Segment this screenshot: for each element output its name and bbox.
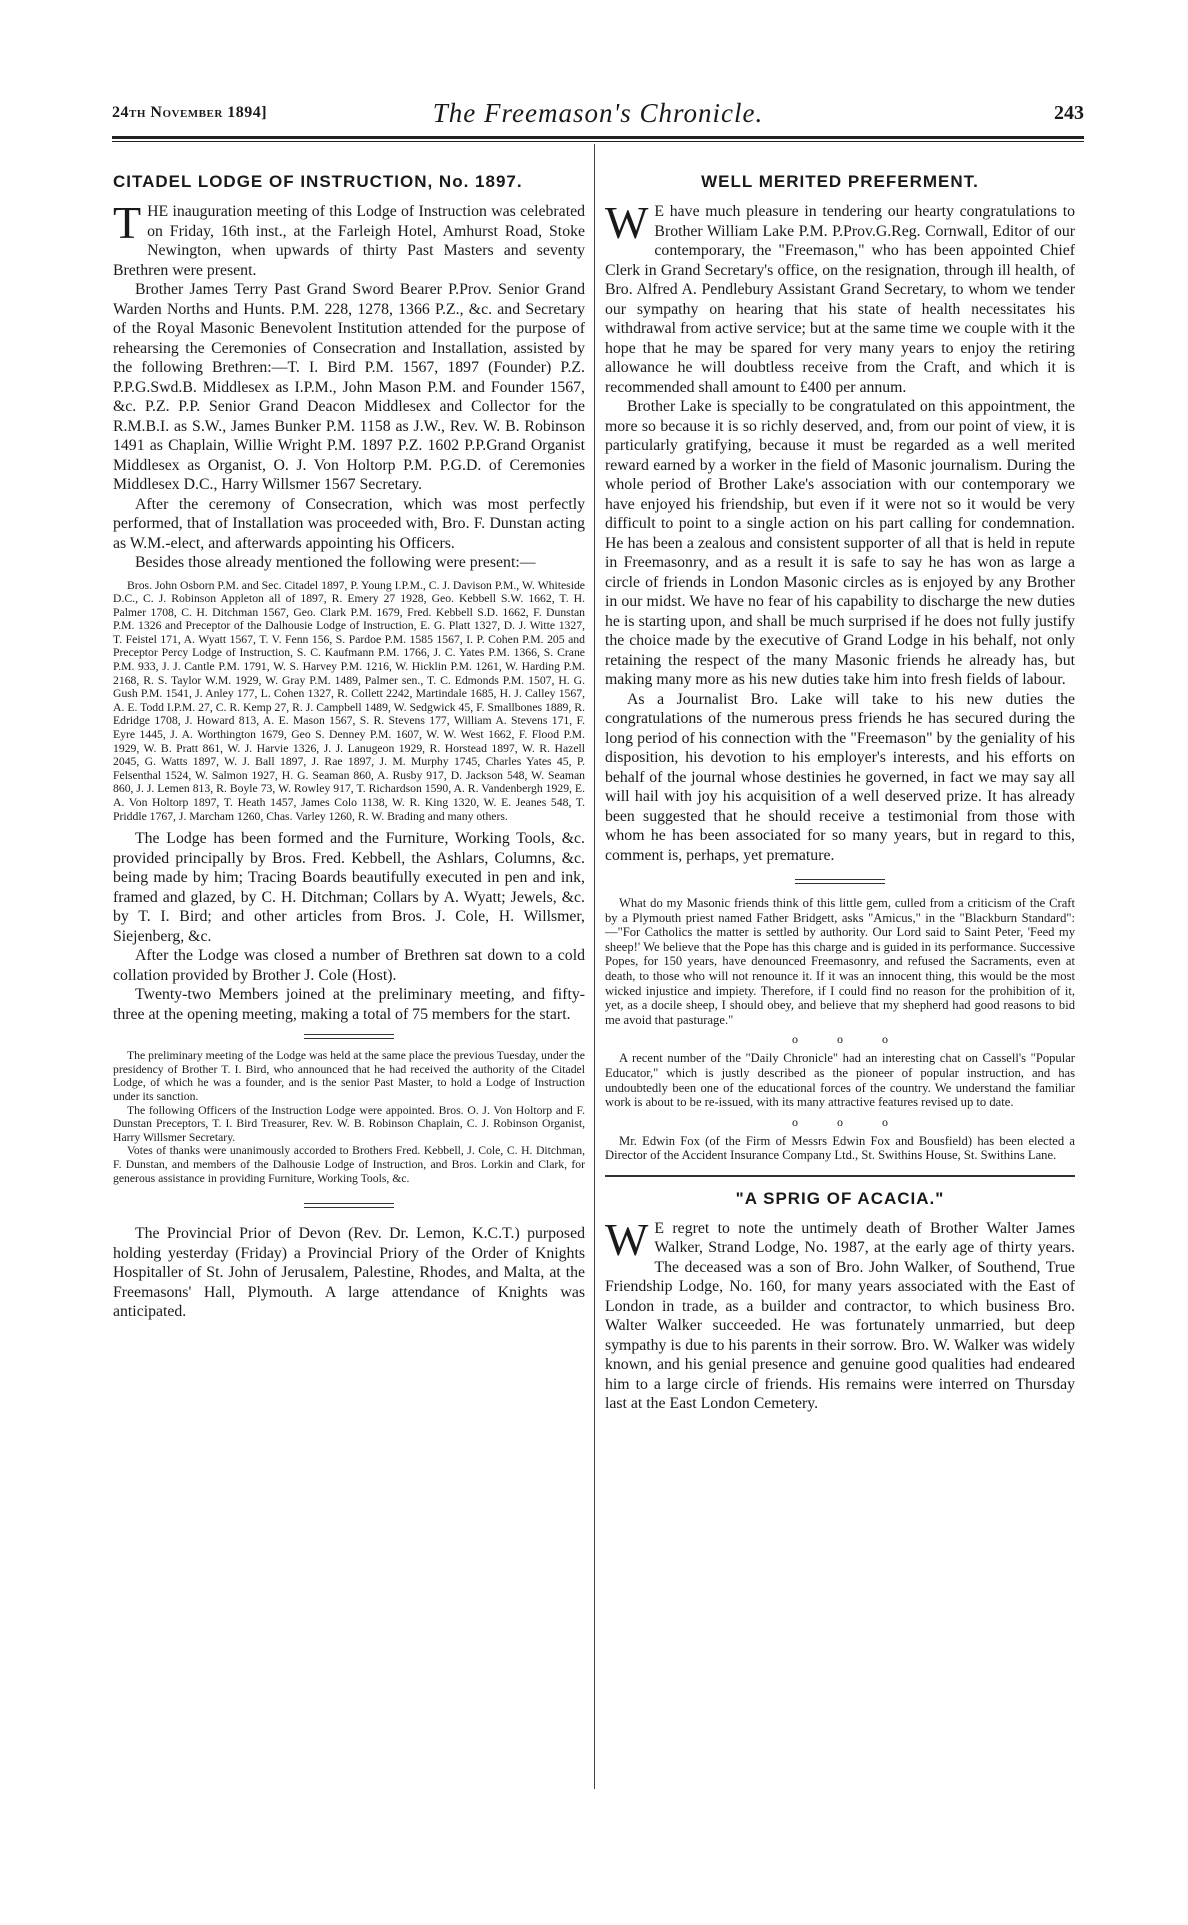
page-header (112, 98, 1084, 132)
note-edwin-fox: Mr. Edwin Fox (of the Firm of Messrs Edwin Fox and Bousfield) has been elected a Director of the Accident Insurance Company Ltd., St. Swithins House, St. Swithins Lane. (605, 1133, 1075, 1163)
preferment-paragraph-2: Brother Lake is specially to be congratulated on this appointment, the more so because it is so richly deserved, and, from our point of view, it is particularly gratifying, because it must be regarded as a well merited reward earned by a worker in the field of Masonic journalism. During the whole period of Brother Lake's association with our contemporary we have enjoyed his friendship, but even if it were not so it would be very difficult to point to a single action on his part calling for condemnation. He has been a zealous and consistent supporter of all that is held in repute in Freemasonry, and as a result it is safe to say he has won as large a circle of friends in London Masonic circles as is enjoyed by any Brother in our midst. We have no fear of his capability to discharge the new duties he is starting upon, and shall be much surprised if he does not fully justify the choice made by the executive of Grand Lodge in his behalf, not only retaining the respect of the many Masonic friends he already has, but making many more as his new duties take him into fresh fields of labour. (605, 398, 1075, 688)
issue-date: 24th November 1894] (112, 104, 268, 121)
left-column (113, 148, 585, 1322)
column-divider (594, 144, 595, 1789)
provincial-prior-paragraph: The Provincial Prior of Devon (Rev. Dr. Lemon, K.C.T.) purposed holding yesterday (Friday) a Provincial Priory of the Order of Knights Hospitaller of St. John of Jerusalem, Palestine, Rhodes, and Malta, at the Freemasons' Hall, Plymouth. A large attendance of Knights was anticipated. (113, 1225, 585, 1321)
citadel-paragraph-3: After the ceremony of Consecration, which was most perfectly performed, that of Installation was proceeded with, Bro. F. Dunstan acting as W.M.-elect, and afterwards appointing his Officers. (113, 495, 585, 552)
article-title-citadel: CITADEL LODGE OF INSTRUCTION, No. 1897. (113, 172, 523, 191)
drop-cap: W (605, 197, 649, 248)
header-rule-thin (112, 141, 1084, 142)
note-daily-chronicle: A recent number of the "Daily Chronicle" had an interesting chat on Cassell's "Popular Educator," which is justly described as the pioneer of popular instruction, and has undoubtedly been one of the educational forces of the country. We understand the familiar work is about to be re-issued, with its many attractive features revised up to date. (605, 1051, 1075, 1110)
citadel-paragraph-1: THE inauguration meeting of this Lodge of Instruction was celebrated on Friday, 16th inst., at the Farleigh Hotel, Amhurst Road, Stoke Newington, when upwards of thirty Past Masters and seventy Brethren were present. (113, 197, 585, 279)
ornament-divider: o o o (792, 1032, 906, 1047)
note-preliminary-meeting: The preliminary meeting of the Lodge was held at the same place the previous Tuesday, under the presidency of Brother T. I. Bird, who announced that he had received the authority of the Citadel Lodge, of which he was a founder, and is the senior Past Master, to hold a Lodge of Instruction under its sanction. (113, 1049, 585, 1103)
header-rule (112, 136, 1084, 139)
article-title-preferment: WELL MERITED PREFERMENT. (701, 172, 979, 191)
citadel-paragraph-5: The Lodge has been formed and the Furniture, Working Tools, &c. provided principally by Bros. Fred. Kebbell, the Ashlars, Columns, &c. being made by him; Tracing Boards beautifully executed in pen and ink, framed and glazed, by C. H. Ditchman; Collars by A. Wyatt; Jewels, &c. by T. I. Bird; and other articles from Bros. J. Cole, H. Willsmer, Siejenberg, &c. (113, 830, 585, 945)
separator (795, 879, 885, 884)
note-amicus: What do my Masonic friends think of this little gem, culled from a criticism of the Craft by a Plymouth priest named Father Bridgett, asks "Amicus," in the "Blackburn Standard":—"For Catholics the matter is settled by authority. Our Lord said to Saint Peter, 'Feed my sheep!' We believe that the Pope has this charge and is guided in its performance. Successive Popes, for 150 years, have denounced Freemasonry, and refused the Sacraments, even at death, to those who will not renounce it. If it was an innocent thing, this would be the most wicked injustice and impiety. Therefore, if I could find no reason for the prohibition of it, yet, as a docile sheep, I should obey, and believe that my shepherd had good reasons to bid me avoid that pasturage." (605, 896, 1075, 1027)
page-number: 243 (1054, 102, 1084, 124)
citadel-paragraph-7: Twenty-two Members joined at the preliminary meeting, and fifty-three at the opening meeting, making a total of 75 members for the start. (113, 986, 585, 1023)
article-title-acacia: "A SPRIG OF ACACIA." (735, 1188, 945, 1208)
separator (304, 1034, 394, 1039)
note-officers: The following Officers of the Instruction Lodge were appointed. Bros. O. J. Von Holtorp and F. Dunstan Preceptors, T. I. Bird Treasurer, Rev. W. B. Robinson Chaplain, C. J. Robinson Organist, Harry Willsmer Secretary. (113, 1103, 585, 1144)
ornament-divider: o o o (792, 1114, 906, 1129)
section-rule (605, 1175, 1075, 1177)
attendees-list: Bros. John Osborn P.M. and Sec. Citadel 1897, P. Young I.P.M., C. J. Davison P.M., W. Whiteside D.C., C. J. Robinson Appleton all of 1897, R. Emery 27 1928, Geo. Kebbell S.W. 1662, T. H. Palmer 1708, C. H. Ditchman 1567, Geo. Clark P.M. 1679, Fred. Kebbell S.D. 1662, F. Dunstan P.M. 1326 and Preceptor of the Dalhousie Lodge of Instruction, E. G. Platt 1327, D. J. Witte 1327, T. Feistel 171, A. Wyatt 1567, T. V. Fenn 156, S. Pardoe P.M. 1585 1567, I. P. Cohen P.M. 205 and Preceptor Percy Lodge of Instruction, S. C. Kaufmann P.M. 1766, J. C. Yates P.M. 1366, S. Crane P.M. 933, J. J. Cantle P.M. 1791, W. S. Harvey P.M. 1216, W. Hicklin P.M. 1261, W. Harding P.M. 2168, R. S. Taylor W.M. 1929, W. Gray P.M. 1489, Palmer sen., T. C. Edmonds P.M. 1507, H. G. Gush P.M. 1541, J. Anley 177, L. Cohen 1327, R. Collett 2242, Martindale 1685, H. J. Calley 1567, A. E. Todd I.P.M. 27, C. R. Kemp 27, R. J. Campbell 1489, W. Sedgwick 45, F. Smallbones 1889, R. Edridge 1708, J. Howard 813, A. E. Mason 1567, S. R. Stevens 177, William A. Stevens 171, F. Eyre 1445, J. A. Worthington 1679, Geo S. Denney P.M. 1607, W. W. West 1662, F. Flood P.M. 1929, W. B. Pratt 861, W. J. Harvie 1326, J. J. Lanugeon 1929, R. Horstead 1897, W. R. Hazell 2045, G. Watts 1897, W. J. Ball 1897, J. Rae 1897, J. M. Murphy 1745, Charles Yates 45, P. Felsenthal 1524, W. Salmon 1927, H. G. Seaman 860, A. Rusby 917, D. Jackson 548, W. Seaman 860, J. J. Lemen 813, R. Boyle 73, W. Rowley 917, T. Richardson 1590, A. R. Vandenbergh 1929, E. A. Von Holtorp 1897, T. Heath 1457, James Colo 1138, W. R. King 1320, W. E. Jeanes 548, T. Priddle 1767, J. Marcham 1260, Chas. Varley 1260, R. W. Brading and many others. (113, 578, 585, 823)
acacia-paragraph: W E regret to note the untimely death of Brother Walter James Walker, Strand Lodge, No. 1987, at the early age of thirty years. The deceased was a son of Bro. John Walker, of Southend, True Friendship Lodge, No. 160, for many years associated with the East of London in trade, as a builder and contractor, to which business Bro. Walter Walker succeeded. He was fortunately unmarried, but deep sympathy is due to his parents in their sorrow. Bro. W. Walker was widely known, and his genial presence and genuine good qualities had endeared him to a large circle of friends. His remains were interred on Thursday last at the East London Cemetery. (605, 1213, 1075, 1413)
drop-cap: T (113, 197, 142, 248)
citadel-paragraph-6: After the Lodge was closed a number of Brethren sat down to a cold collation provided by Brother J. Cole (Host). (113, 947, 585, 984)
drop-cap: W (605, 1213, 649, 1265)
publication-title: The Freemason's Chronicle. (432, 98, 764, 128)
preferment-paragraph-3: As a Journalist Bro. Lake will take to his new duties the congratulations of the numerous press friends he has secured during the long period of his connection with the "Freemason" by the geniality of his disposition, his devotion to his employer's interests, and his efforts on behalf of the journal whose destinies he governed, in fact we may say all will hail with joy his acquisition of a well deserved prize. It has already been suggested that he should receive a testimonial from those with whom he has been associated for so many years, but in regard to this, comment is, perhaps, yet premature. (605, 690, 1075, 864)
citadel-paragraph-4: Besides those already mentioned the following were present:— (135, 554, 536, 571)
right-column (605, 148, 1075, 1414)
preferment-paragraph-1: W E have much pleasure in tendering our hearty congratulations to Brother William Lake P.M. P.Prov.G.Reg. Cornwall, Editor of our contemporary, the "Freemason," who has been appointed Chief Clerk in Grand Secretary's office, on the resignation, through ill health, of Bro. Alfred A. Pendlebury Assistant Grand Secretary, to whom we tender our sympathy on hearing that his state of health necessitates his withdrawal from active service; but at the same time we couple with it the hope that he may be spared for very many years to enjoy the retiring allowance he will doubtless receive from the Craft, and which it is recommended shall amount to £400 per annum. (605, 197, 1075, 396)
note-thanks: Votes of thanks were unanimously accorded to Brothers Fred. Kebbell, J. Cole, C. H. Ditchman, F. Dunstan, and members of the Dalhousie Lodge of Instruction, and Bros. Lorkin and Clark, for generous assistance in providing Furniture, Working Tools, &c. (113, 1144, 585, 1185)
citadel-paragraph-2: Brother James Terry Past Grand Sword Bearer P.Prov. Senior Grand Warden Norths and Hunts. P.M. 228, 1278, 1366 P.Z., &c. and Secretary of the Royal Masonic Benevolent Institution attended for the purpose of rehearsing the Ceremonies of Consecration and Installation, assisted by the following Brethren:—T. I. Bird P.M. 1567, 1897 (Founder) P.Z. P.P.G.Swd.B. Middlesex as I.P.M., John Mason P.M. and Founder 1567, &c. P.Z. P.P. Senior Grand Deacon Middlesex and Collector for the R.M.B.I. as S.W., James Bunker P.M. 1158 as J.W., Rev. W. B. Robinson 1491 as Chaplain, Willie Wright P.M. 1897 P.Z. 1602 P.P.Grand Organist Middlesex as Organist, O. J. Von Holtorp P.M. P.G.D. of Ceremonies Middlesex D.C., Harry Willsmer 1567 Secretary. (113, 281, 585, 493)
separator (304, 1203, 394, 1208)
